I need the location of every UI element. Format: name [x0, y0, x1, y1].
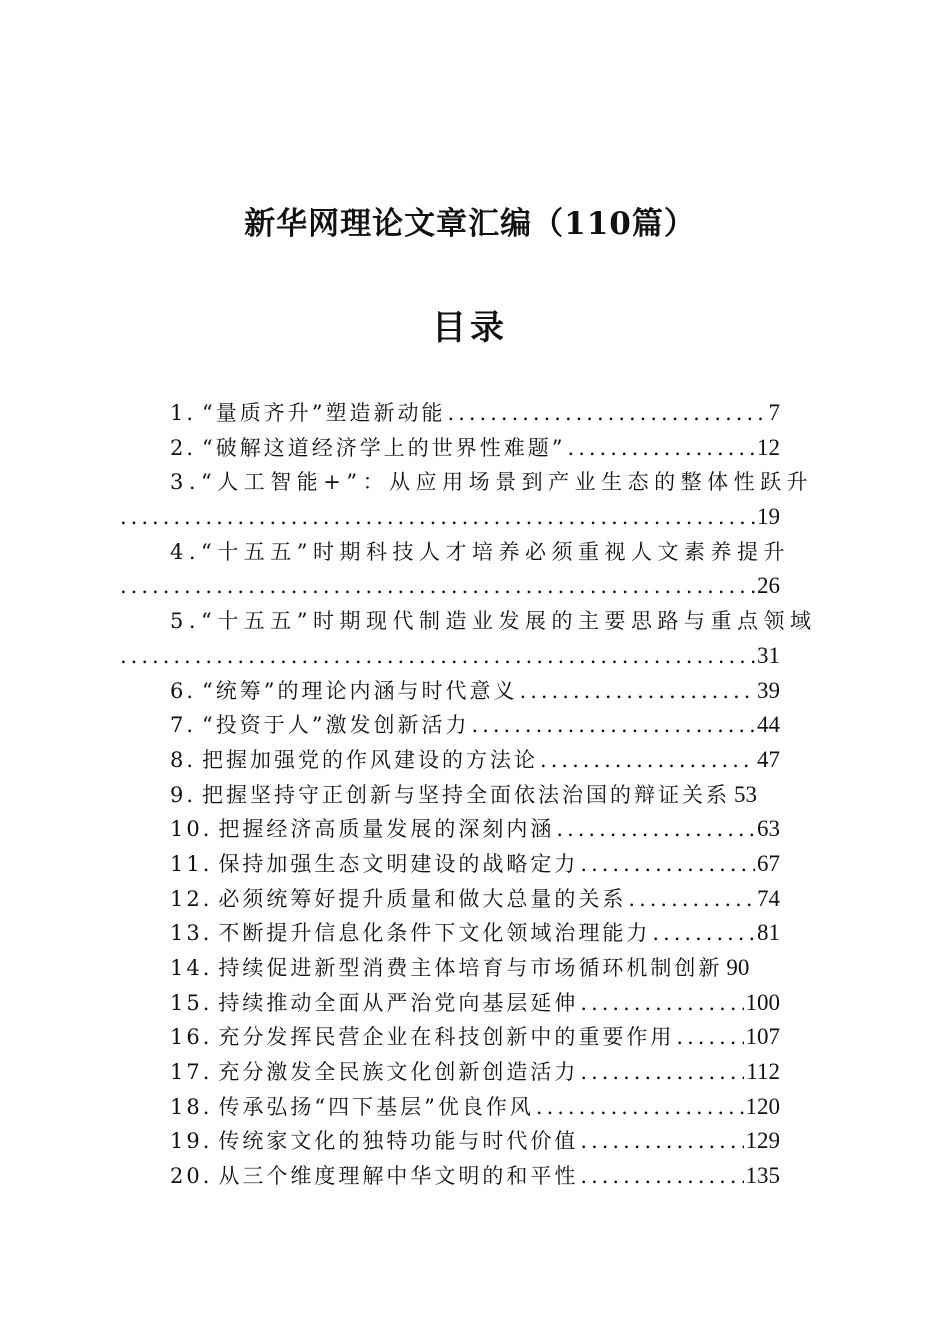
toc-entry-title: 传统家文化的独特功能与时代价值 — [218, 1129, 579, 1154]
toc-entry-number: 18. — [170, 1094, 213, 1119]
toc-entry-title: 保持加强生态文明建设的战略定力 — [218, 851, 579, 876]
toc-entry-number: 3. — [170, 470, 202, 495]
toc-entry[interactable] — [0, 535, 822, 570]
dot-leader — [120, 500, 755, 535]
toc-entry-page: 129 — [745, 1128, 780, 1154]
dot-leader — [580, 1055, 744, 1090]
toc-entry-title: 充分激发全民族文化创新创造活力 — [218, 1060, 579, 1085]
dot-leader — [628, 882, 755, 917]
toc-entry-title: “破解这道经济学上的世界性难题” — [202, 435, 566, 460]
dot-leader — [580, 1124, 743, 1159]
toc-entry-title: 不断提升信息化条件下文化领域治理能力 — [218, 921, 651, 946]
toc-entry-page: 39 — [757, 677, 780, 703]
toc-entry-number: 6. — [170, 678, 197, 703]
toc-entry-number: 10. — [170, 817, 213, 842]
toc-entry[interactable] — [0, 1159, 780, 1194]
toc-entry-title: “十五五”时期现代制造业发展的主要思路与重点领域 — [201, 609, 817, 634]
toc-entry-title: “十五五”时期科技人才培养必须重视人文素养提升 — [201, 539, 791, 564]
toc-entry-page: 47 — [757, 746, 780, 772]
toc-entry[interactable] — [0, 951, 780, 986]
dot-leader — [520, 674, 755, 709]
toc-entry-number: 12. — [170, 886, 213, 911]
toc-entry-page: 7 — [768, 400, 780, 425]
dot-leader — [536, 1090, 744, 1125]
dot-leader — [540, 743, 755, 778]
toc-entry-number: 1. — [170, 401, 197, 425]
dot-leader — [556, 812, 755, 847]
toc-entry-title: 必须统筹好提升质量和做大总量的关系 — [218, 886, 627, 911]
toc-entry[interactable] — [0, 396, 780, 431]
toc-entry-title: 把握加强党的作风建设的方法论 — [202, 747, 539, 772]
toc-entry-page: 67 — [757, 850, 780, 876]
toc-entry-page: 100 — [745, 989, 780, 1015]
dot-leader — [580, 986, 743, 1021]
toc-entry-number: 16. — [170, 1025, 213, 1050]
toc-entry-title: 持续推动全面从严治党向基层延伸 — [218, 990, 579, 1015]
toc-entry[interactable] — [0, 674, 780, 709]
dot-leader — [580, 847, 755, 882]
toc-entry-number: 17. — [170, 1060, 213, 1085]
dot-leader — [652, 916, 755, 951]
toc-entry[interactable] — [0, 778, 780, 813]
toc-entry-title: “人工智能+”：从应用场景到产业生态的整体性跃升 — [201, 470, 814, 495]
document-title: 新华网理论文章汇编（110篇） — [244, 206, 696, 242]
toc-entry-number: 9. — [170, 782, 197, 807]
toc-entry-number: 4. — [170, 539, 202, 564]
dot-leader — [472, 708, 755, 743]
toc-entry-number: 11. — [170, 851, 213, 876]
toc-entry-number: 8. — [170, 747, 197, 772]
toc-entry[interactable] — [0, 986, 780, 1021]
toc-entry-number: 20. — [170, 1164, 213, 1189]
toc-entry[interactable] — [0, 465, 822, 500]
toc-entry-title: 把握经济高质量发展的深刻内涵 — [218, 817, 555, 842]
dot-leader — [568, 431, 755, 466]
toc-entry-number: 13. — [170, 921, 213, 946]
toc-entry[interactable] — [0, 708, 780, 743]
toc-entry-page: 120 — [745, 1093, 780, 1119]
toc-entry-number: 7. — [170, 713, 197, 738]
toc-entry-page: 112 — [746, 1059, 780, 1085]
toc-entry-title: “投资于人”激发创新活力 — [202, 713, 470, 738]
toc-entry-page: 12 — [757, 434, 780, 460]
toc-entry-number: 15. — [170, 990, 213, 1015]
toc-entry[interactable] — [0, 604, 822, 639]
toc-entry[interactable] — [0, 882, 780, 917]
dot-leader — [448, 396, 767, 431]
toc-entry-title: 传承弘扬“四下基层”优良作风 — [218, 1094, 534, 1119]
toc-entry[interactable] — [0, 431, 780, 466]
toc-entry-page: 31 — [757, 642, 780, 668]
toc-entry[interactable] — [0, 1055, 780, 1090]
toc-entry-page: 19 — [757, 504, 780, 530]
toc-entry[interactable] — [0, 743, 780, 778]
toc-entry-page: 26 — [757, 573, 780, 599]
toc-entry[interactable] — [0, 847, 780, 882]
toc-entry-title: 持续促进新型消费主体培育与市场循环机制创新 — [218, 956, 723, 980]
toc-entry-page: 74 — [757, 885, 780, 911]
toc-entry-page: 44 — [757, 712, 780, 738]
dot-leader — [580, 1159, 743, 1194]
toc-entry[interactable] — [0, 916, 780, 951]
toc-entry-page: 90 — [726, 955, 750, 980]
toc-entry-page: 135 — [745, 1163, 780, 1189]
dot-leader — [120, 569, 755, 604]
table-of-contents — [0, 396, 950, 1194]
toc-entry-page: 53 — [734, 781, 758, 807]
toc-entry-title: “量质齐升”塑造新动能 — [202, 401, 446, 425]
toc-entry-leader-line[interactable] — [0, 639, 780, 674]
toc-entry-number: 5. — [170, 609, 202, 634]
toc-entry[interactable] — [0, 1124, 780, 1159]
toc-entry[interactable] — [0, 812, 780, 847]
toc-entry-title: “统筹”的理论内涵与时代意义 — [202, 678, 518, 703]
toc-heading: 目录 — [432, 308, 508, 348]
toc-entry[interactable] — [0, 1020, 780, 1055]
toc-entry-leader-line[interactable] — [0, 500, 780, 535]
toc-entry[interactable] — [0, 1090, 780, 1125]
toc-entry-title: 充分发挥民营企业在科技创新中的重要作用 — [218, 1025, 675, 1050]
toc-entry-page: 63 — [757, 816, 780, 842]
toc-entry-title: 把握坚持守正创新与坚持全面依法治国的辩证关系 — [202, 782, 731, 807]
toc-entry-page: 81 — [757, 920, 780, 946]
toc-entry-number: 14. — [170, 956, 213, 980]
toc-entry-page: 107 — [745, 1024, 780, 1050]
toc-entry-title: 从三个维度理解中华文明的和平性 — [218, 1164, 579, 1189]
dot-leader — [676, 1020, 743, 1055]
toc-entry-leader-line[interactable] — [0, 569, 780, 604]
toc-entry-number: 19. — [170, 1129, 213, 1154]
dot-leader — [120, 639, 755, 674]
toc-entry-number: 2. — [170, 435, 197, 460]
